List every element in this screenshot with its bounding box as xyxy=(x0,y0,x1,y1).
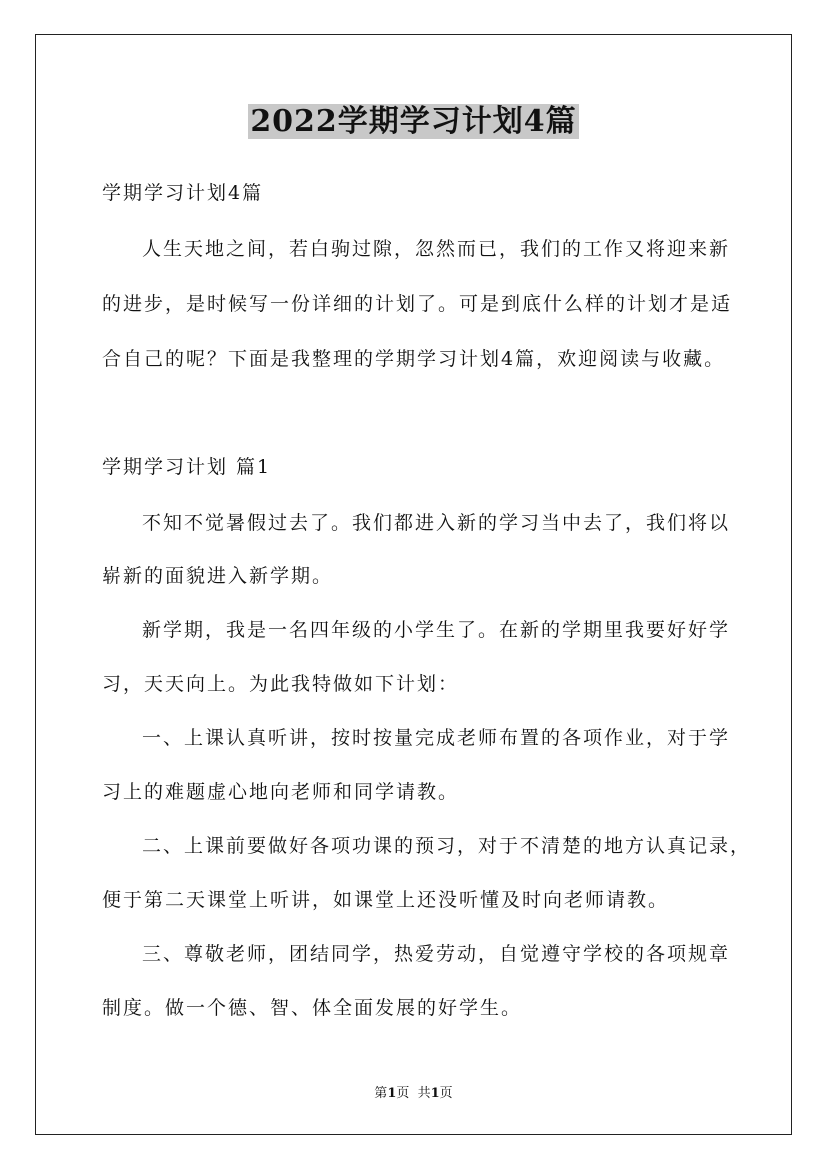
body-line: 新学期，我是一名四年级的小学生了。在新的学期里我要好好学 xyxy=(142,619,731,641)
page-footer xyxy=(0,1082,827,1101)
body-line: 崭新的面貌进入新学期。 xyxy=(102,565,334,587)
document-title-block xyxy=(0,100,827,144)
body-line: 一、上课认真听讲，按时按量完成老师布置的各项作业，对于学 xyxy=(142,727,731,749)
body-line: 二、上课前要做好各项功课的预习，对于不清楚的地方认真记录， xyxy=(142,835,752,857)
body-line: 三、尊敬老师，团结同学，热爱劳动，自觉遵守学校的各项规章 xyxy=(142,943,731,965)
intro-line: 合自己的呢？下面是我整理的学期学习计划4篇，欢迎阅读与收藏。 xyxy=(102,348,726,370)
page-prefix: 第 xyxy=(374,1086,388,1101)
body-line: 便于第二天课堂上听讲，如课堂上还没听懂及时向老师请教。 xyxy=(102,889,670,911)
subtitle: 学期学习计划4篇 xyxy=(102,182,264,204)
page-number: 1 xyxy=(387,1086,397,1101)
body-line: 习上的难题虚心地向老师和同学请教。 xyxy=(102,781,460,803)
intro-line: 人生天地之间，若白驹过隙，忽然而已，我们的工作又将迎来新 xyxy=(142,238,731,260)
body-line: 制度。做一个德、智、体全面发展的好学生。 xyxy=(102,997,523,1019)
section-heading: 学期学习计划 篇1 xyxy=(102,456,272,478)
body-line: 习，天天向上。为此我特做如下计划： xyxy=(102,673,460,695)
intro-line: 的进步，是时候写一份详细的计划了。可是到底什么样的计划才是适 xyxy=(102,293,733,315)
page-mid: 页 共 xyxy=(396,1086,431,1101)
page-total: 1 xyxy=(430,1086,440,1101)
body-line: 不知不觉暑假过去了。我们都进入新的学习当中去了，我们将以 xyxy=(142,512,731,534)
document-title: 2022学期学习计划4篇 xyxy=(250,104,577,139)
page-suffix: 页 xyxy=(439,1086,453,1101)
